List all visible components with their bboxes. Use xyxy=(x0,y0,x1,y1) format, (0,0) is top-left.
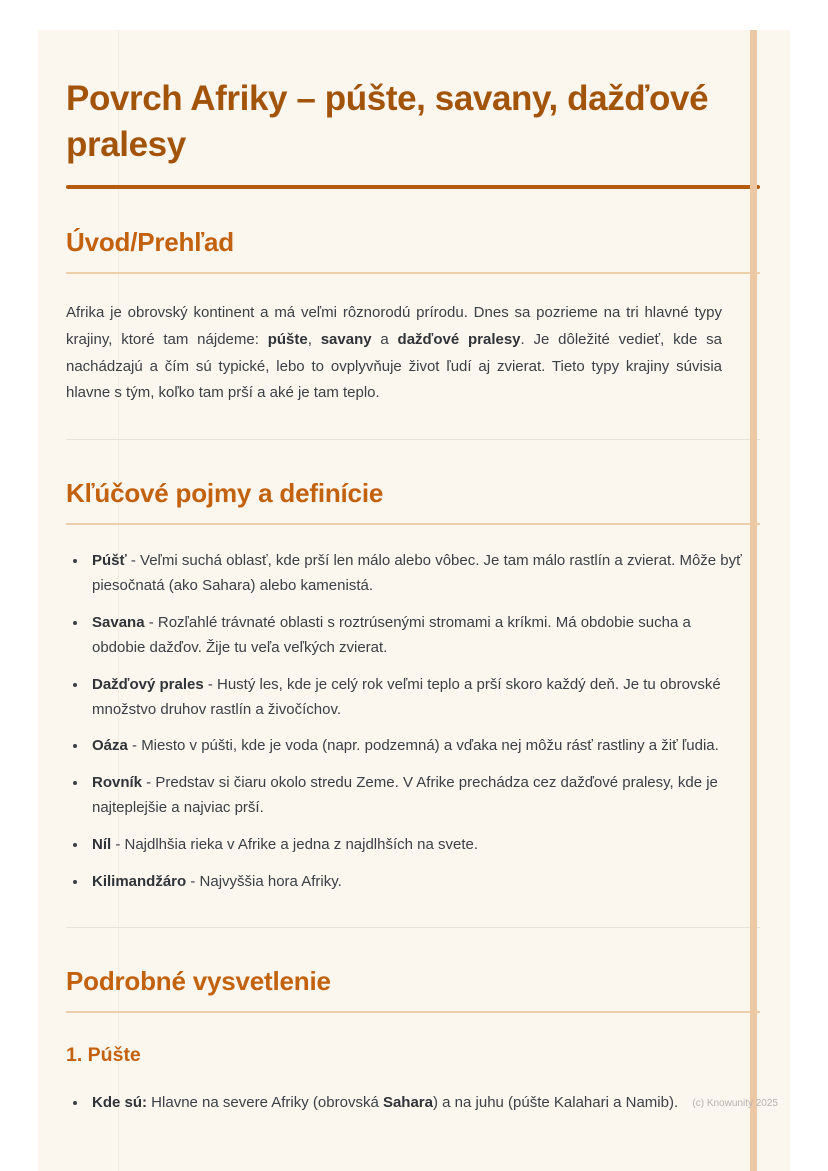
section-divider xyxy=(66,439,760,440)
concept-term: Púšť xyxy=(92,552,127,570)
section-rule-key-concepts xyxy=(66,523,760,525)
list-item xyxy=(88,611,746,661)
detail-bold-run: Sahara xyxy=(382,1094,433,1112)
intro-bold-run: dažďové pralesy xyxy=(397,330,521,348)
section-key-concepts xyxy=(66,478,760,895)
intro-text-run: . Je dôležité vedieť, kde sa nachádzajú a čím sú typické, lebo to ovplyvňuje život ľudí aj zvierat. Tieto typy krajiny súvisia hlavne s tým, koľko tam prší a aké je tam teplo. xyxy=(66,330,722,402)
detail-bold-run: Kde sú: xyxy=(92,1094,148,1112)
list-item xyxy=(88,870,746,895)
section-intro xyxy=(66,227,760,407)
intro-paragraph xyxy=(66,300,722,407)
concept-term: Oáza xyxy=(92,737,128,755)
list-item xyxy=(88,673,746,723)
concept-term: Savana xyxy=(92,613,145,631)
section-rule-intro xyxy=(66,272,760,274)
intro-text-run: a xyxy=(371,330,398,348)
list-item xyxy=(88,1091,746,1116)
intro-text-run: , xyxy=(307,330,321,348)
concept-definition: - Najdlhšia rieka v Afrike a jedna z najdlhších na svete. xyxy=(111,836,479,854)
concept-term: Kilimandžáro xyxy=(92,873,187,891)
section-heading-key-concepts: Kľúčové pojmy a definície xyxy=(66,477,384,508)
concept-definition: - Rozľahlé trávnaté oblasti s roztrúsenými stromami a kríkmi. Má obdobie sucha a obdobie dažďov. Žije tu veľa veľkých zvierat. xyxy=(92,613,691,656)
section-heading-intro: Úvod/Prehľad xyxy=(66,227,234,257)
section-heading-details: Podrobné vysvetlenie xyxy=(66,965,331,996)
list-item xyxy=(88,771,746,821)
document-title: Povrch Afriky – púšte, savany, dažďové pralesy xyxy=(66,79,709,164)
concept-term: Rovník xyxy=(92,774,143,792)
concept-definition: - Najvyššia hora Afriky. xyxy=(186,873,342,891)
intro-text-run: Afrika je obrovský kontinent a má veľmi rôznorodú prírodu. Dnes sa pozrieme na tri hlavné typy krajiny, ktoré tam nájdeme: xyxy=(66,304,722,348)
detail-text-run: Hlavne na severe Afriky (obrovská xyxy=(147,1094,383,1112)
page-edge-strip xyxy=(750,30,757,1171)
section-divider xyxy=(66,927,760,928)
concept-term: Dažďový prales xyxy=(92,675,204,693)
list-item xyxy=(88,549,746,599)
detail-text-run: ) a na juhu (púšte Kalahari a Namib). xyxy=(433,1094,679,1112)
copyright-footer: (c) Knowunity 2025 xyxy=(692,1098,778,1109)
concept-definition: - Predstav si čiaru okolo stredu Zeme. V Afrike prechádza cez dažďové pralesy, kde je najteplejšie a najviac prší. xyxy=(92,774,718,817)
concept-definition: - Hustý les, kde je celý rok veľmi teplo a prší skoro každý deň. Je tu obrovské množstvo druhov rastlín a živočíchov. xyxy=(92,675,721,718)
list-item xyxy=(88,833,746,858)
concept-definition: - Veľmi suchá oblasť, kde prší len málo alebo vôbec. Je tam málo rastlín a zvierat. Môže byť piesočnatá (ako Sahara) alebo kamenistá. xyxy=(92,552,742,595)
concept-term: Níl xyxy=(92,836,112,854)
title-underline-rule xyxy=(66,185,760,189)
subsection-heading-deserts: 1. Púšte xyxy=(66,1044,141,1067)
concept-definition: - Miesto v púšti, kde je voda (napr. podzemná) a vďaka nej môžu rásť rastliny a žiť ľudia. xyxy=(127,737,719,755)
section-details xyxy=(66,966,760,1116)
intro-bold-run: púšte xyxy=(267,330,308,348)
key-concepts-list xyxy=(66,549,760,895)
list-item xyxy=(88,734,746,759)
document-page xyxy=(38,30,790,1171)
section-rule-details xyxy=(66,1011,760,1013)
page-content xyxy=(38,30,790,1116)
deserts-list xyxy=(66,1091,760,1116)
intro-bold-run: savany xyxy=(320,330,372,348)
